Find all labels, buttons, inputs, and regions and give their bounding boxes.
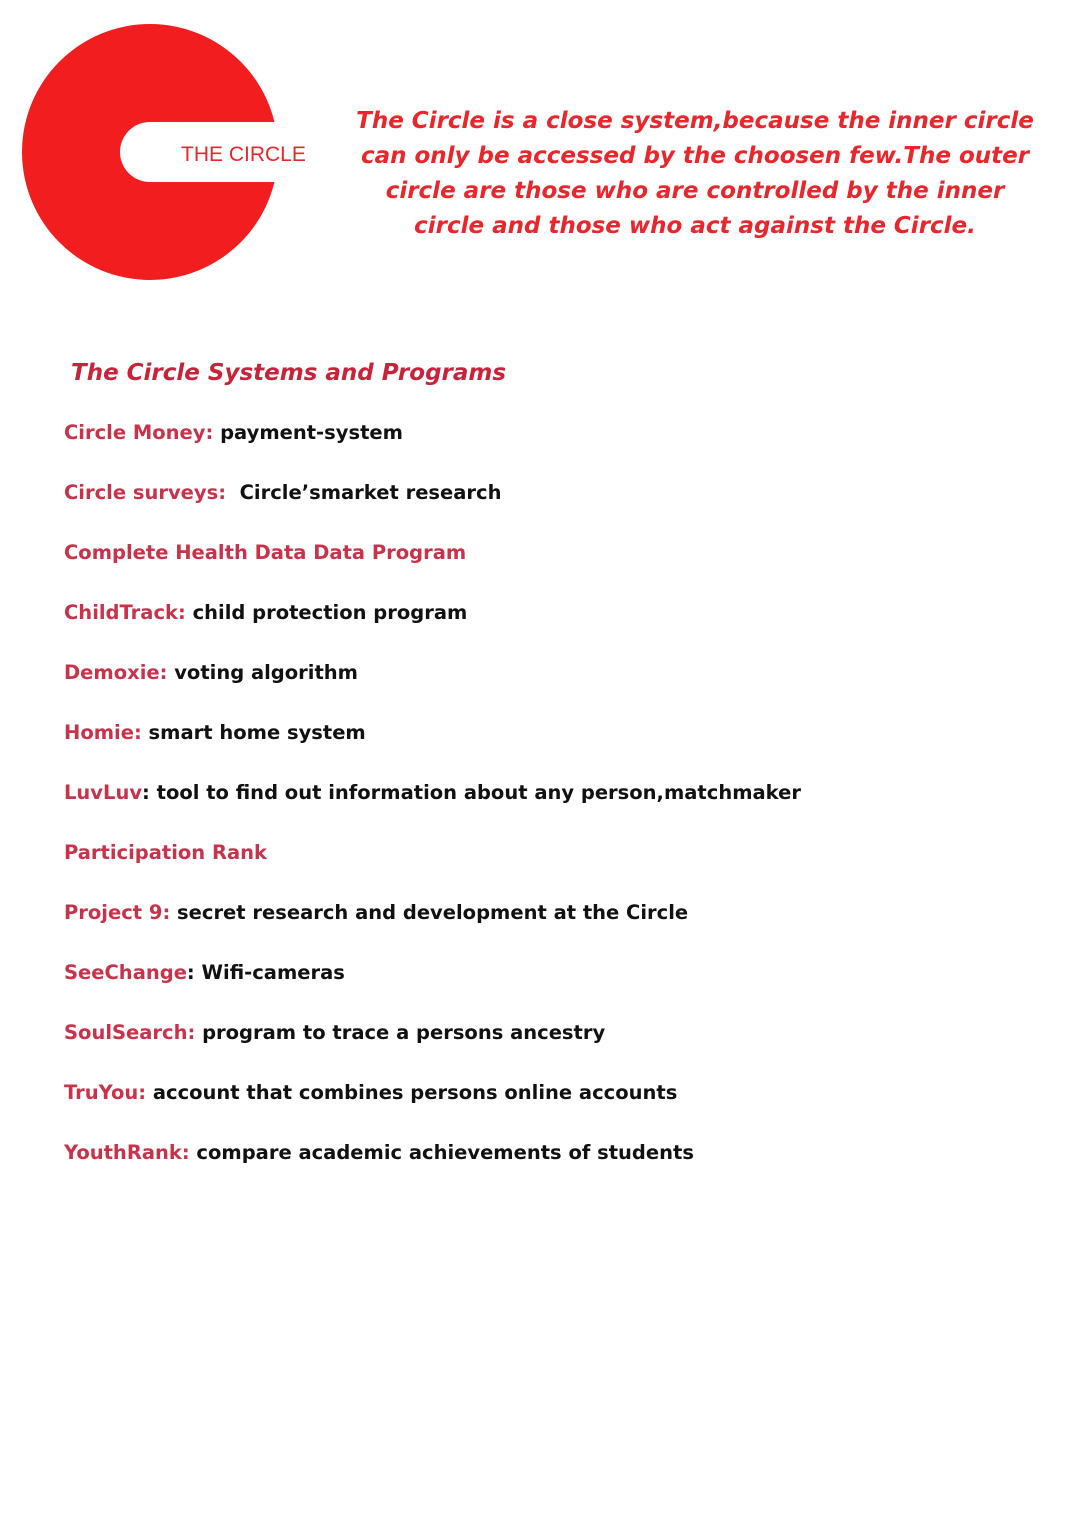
list-item [64, 477, 801, 537]
program-description: payment-system [213, 421, 403, 444]
program-name: Circle Money: [64, 421, 214, 444]
programs-list [64, 417, 801, 1197]
list-item [64, 1137, 801, 1197]
logo-text: THE CIRCLE [181, 143, 306, 166]
list-item [64, 537, 801, 597]
program-description: compare academic achievements of students [189, 1141, 694, 1164]
program-name: Homie: [64, 721, 142, 744]
program-description: program to trace a persons ancestry [195, 1021, 606, 1044]
program-name: YouthRank: [64, 1141, 190, 1164]
program-name: Project 9: [64, 901, 171, 924]
intro-paragraph: The Circle is a close system,because the inner circle can only be accessed by the choosen few.The outer circle are those who are controlled by the inner circle and those who act against the Circle. [356, 108, 1034, 239]
list-item [64, 777, 801, 837]
program-name: Complete Health Data Data Program [64, 541, 467, 564]
program-description: smart home system [141, 721, 366, 744]
program-name: SeeChange [64, 961, 187, 984]
list-item [64, 717, 801, 777]
program-description: secret research and development at the Circle [170, 901, 689, 924]
program-description: Circle’smarket research [226, 481, 502, 504]
program-description: voting algorithm [167, 661, 358, 684]
program-description: : Wifi-cameras [186, 961, 345, 984]
program-name: TruYou: [64, 1081, 147, 1104]
program-description: : tool to find out information about any person,matchmaker [142, 781, 801, 804]
program-description: account that combines persons online accounts [146, 1081, 678, 1104]
program-name: Demoxie: [64, 661, 168, 684]
list-item [64, 1077, 801, 1137]
list-item [64, 657, 801, 717]
program-name: Participation Rank [64, 841, 268, 864]
program-description: child protection program [185, 601, 468, 624]
list-item [64, 417, 801, 477]
section-title: The Circle Systems and Programs [71, 360, 507, 386]
program-name: LuvLuv [64, 781, 143, 804]
list-item [64, 957, 801, 1017]
list-item [64, 1017, 801, 1077]
list-item [64, 597, 801, 657]
program-name: ChildTrack: [64, 601, 186, 624]
program-name: Circle surveys: [64, 481, 227, 504]
list-item [64, 897, 801, 957]
program-name: SoulSearch: [64, 1021, 196, 1044]
the-circle-logo [20, 22, 340, 284]
list-item [64, 837, 801, 897]
